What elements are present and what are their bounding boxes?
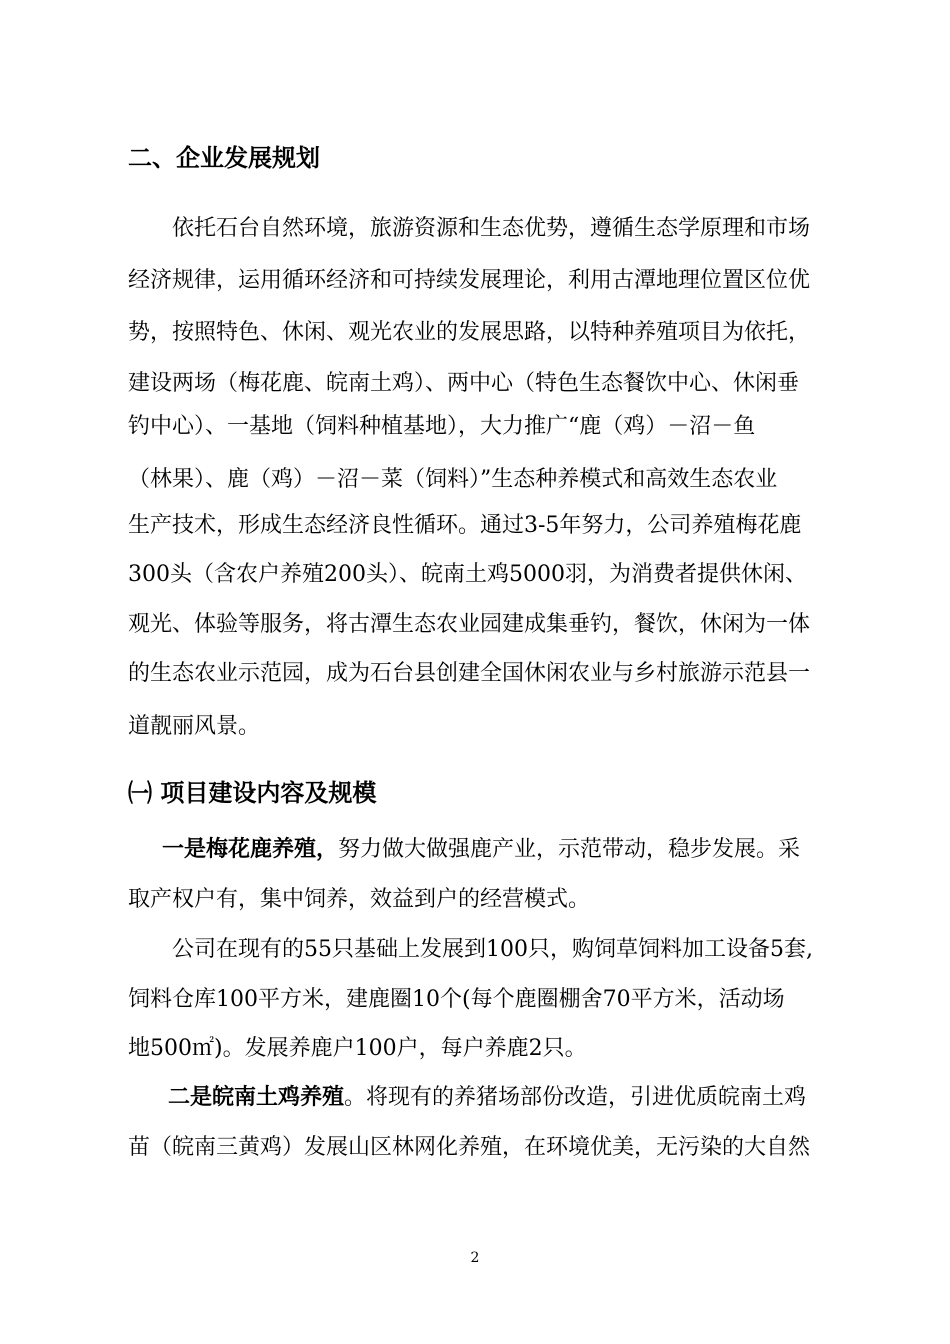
- paragraph-line: [162, 835, 800, 865]
- paragraph-line: 建设两场（梅花鹿、皖南土鸡）、两中心（特色生态餐饮中心、休闲垂: [128, 371, 800, 396]
- paragraph-line: 地500㎡)。发展养鹿户100户，每户养鹿2只。: [128, 1036, 587, 1061]
- chicken-lead: 二是皖南土鸡养殖: [168, 1085, 345, 1110]
- deer-line1-rest: 努力做大做强鹿产业，示范带动，稳步发展。采: [338, 837, 801, 862]
- paragraph-line: 300头（含农户养殖200头）、皖南土鸡5000羽，为消费者提供休闲、: [128, 562, 807, 587]
- paragraph-line: 苗（皖南三黄鸡）发展山区林网化养殖，在环境优美，无污染的大自然: [128, 1135, 811, 1160]
- subsection-title: ㈠ 项目建设内容及规模: [128, 779, 377, 807]
- paragraph-line: 道靓丽风景。: [128, 714, 261, 739]
- page-number: 2: [470, 1250, 480, 1266]
- paragraph-line: 取产权户有，集中饲养，效益到户的经营模式。: [128, 887, 591, 912]
- paragraph-line: 势，按照特色、休闲、观光农业的发展思路，以特种养殖项目为依托，: [128, 320, 811, 345]
- paragraph-line: 公司在现有的55只基础上发展到100只，购饲草饲料加工设备5套,: [128, 937, 813, 962]
- paragraph-line: （林果）、鹿（鸡）－沼－菜（饲料）”生态种养模式和高效生态农业: [128, 467, 778, 492]
- deer-lead: 一是梅花鹿养殖，: [162, 837, 339, 862]
- paragraph-line: 钓中心）、一基地（饲料种植基地），大力推广“鹿（鸡）－沼－鱼: [128, 414, 756, 439]
- paragraph-line: 生产技术，形成生态经济良性循环。通过3-5年努力，公司养殖梅花鹿: [128, 513, 802, 538]
- paragraph-line: 的生态农业示范园，成为石台县创建全国休闲农业与乡村旅游示范县一: [128, 661, 811, 686]
- paragraph-line: [168, 1083, 806, 1113]
- section-title: 二、企业发展规划: [128, 144, 320, 172]
- paragraph-line: 饲料仓库100平方米，建鹿圈10个(每个鹿圈棚舍70平方米，活动场: [128, 987, 785, 1012]
- paragraph-line: 经济规律，运用循环经济和可持续发展理论，利用古潭地理位置区位优: [128, 268, 811, 293]
- chicken-line1-rest: 。将现有的养猪场部份改造，引进优质皖南土鸡: [344, 1085, 807, 1110]
- paragraph-line: 观光、体验等服务，将古潭生态农业园建成集垂钓，餐饮，休闲为一体: [128, 612, 811, 637]
- paragraph-line: 依托石台自然环境，旅游资源和生态优势，遵循生态学原理和市场: [128, 216, 811, 241]
